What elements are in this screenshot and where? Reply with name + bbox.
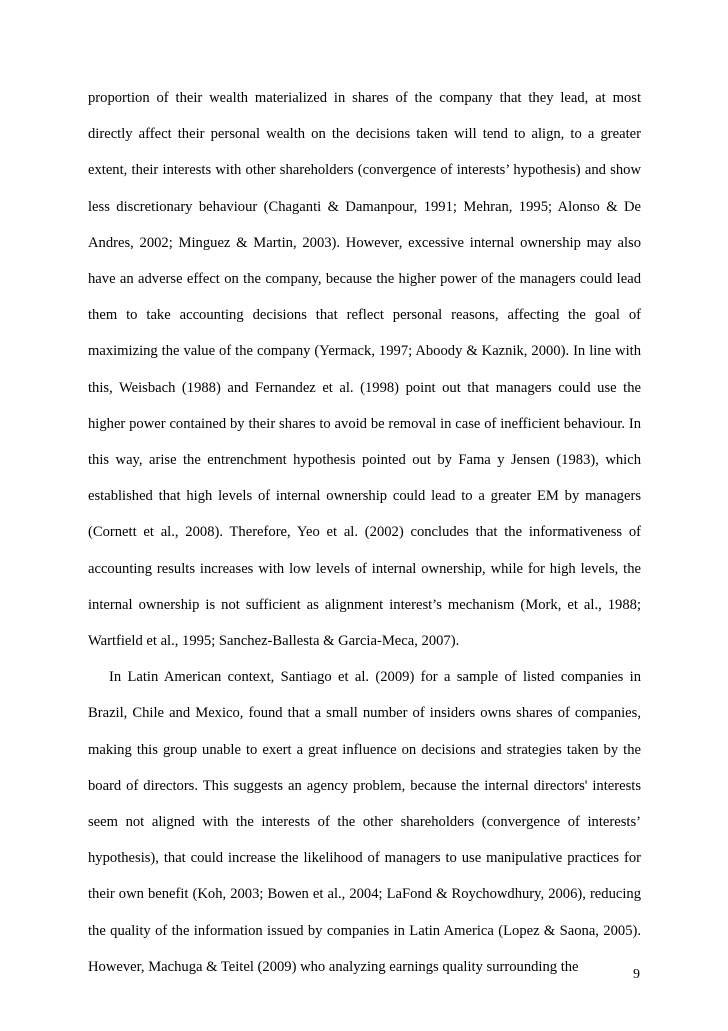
paragraph-latin-american-context: In Latin American context, Santiago et al. (2009) for a sample of listed companies in Brazil, Chile and Mexico, found that a small number of insiders owns shares of companies, making this group unable to exert a great influence on decisions and strategies taken by the board of directors. This suggests an agency problem, because the internal directors' interests seem not aligned with the interests of the other shareholders (convergence of interests’ hypothesis), that could increase the likelihood of managers to use manipulative practices for their own benefit (Koh, 2003; Bowen et al., 2004; LaFond & Roychowdhury, 2006), reducing the quality of the information issued by companies in Latin America (Lopez & Saona, 2005). However, Machuga & Teitel (2009) who analyzing earnings quality surrounding the (88, 669, 641, 975)
body-text (88, 80, 641, 985)
page-number: 9 (633, 967, 640, 982)
paragraph-ownership-effects: proportion of their wealth materialized in shares of the company that they lead, at most directly affect their personal wealth on the decisions taken will tend to align, to a greater extent, their interests with other shareholders (convergence of interests’ hypothesis) and show less discretionary behaviour (Chaganti & Damanpour, 1991; Mehran, 1995; Alonso & De Andres, 2002; Minguez & Martin, 2003). However, excessive internal ownership may also have an adverse effect on the company, because the higher power of the managers could lead them to take accounting decisions that reflect personal reasons, affecting the goal of maximizing the value of the company (Yermack, 1997; Aboody & Kaznik, 2000). In line with this, Weisbach (1988) and Fernandez et al. (1998) point out that managers could use the higher power contained by their shares to avoid be removal in case of inefficient behaviour. In this way, arise the entrenchment hypothesis pointed out by Fama y Jensen (1983), which established that high levels of internal ownership could lead to a greater EM by managers (Cornett et al., 2008). Therefore, Yeo et al. (2002) concludes that the informativeness of accounting results increases with low levels of internal ownership, while for high levels, the internal ownership is not sufficient as alignment interest’s mechanism (Mork, et al., 1988; Wartfield et al., 1995; Sanchez-Ballesta & Garcia-Meca, 2007). (88, 90, 641, 650)
